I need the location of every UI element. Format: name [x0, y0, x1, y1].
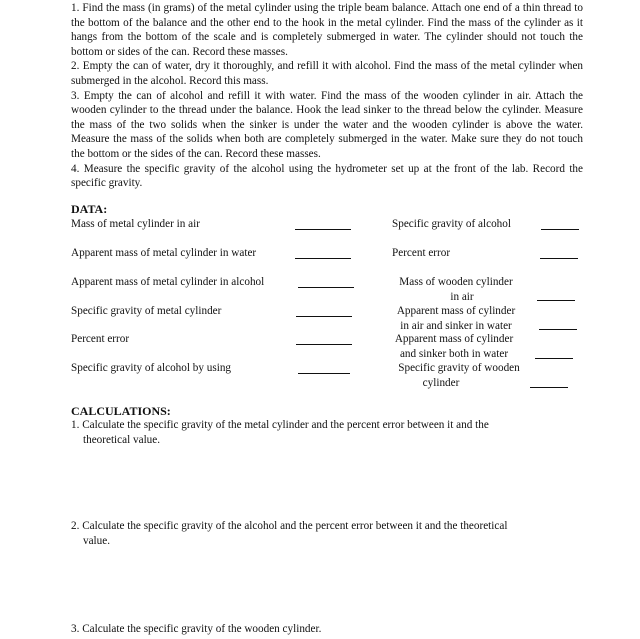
data-label-apparent-mass-water: Apparent mass of metal cylinder in water — [71, 247, 257, 259]
calc-question-1 — [71, 418, 571, 447]
blank-apparent-mass-alcohol[interactable] — [298, 287, 354, 288]
data-label-apparent-mass-both-water-line1: Apparent mass of cylinder — [394, 333, 514, 345]
data-label-mass-metal-air: Mass of metal cylinder in air — [71, 218, 200, 230]
data-label-apparent-mass-both-water — [374, 332, 534, 361]
data-label-sg-metal: Specific gravity of metal cylinder — [71, 305, 222, 317]
data-label-apparent-mass-sinker-water — [376, 304, 536, 333]
blank-mass-metal-air[interactable] — [295, 229, 351, 230]
data-label-sg-wooden-line2: cylinder — [422, 376, 460, 389]
blank-apparent-mass-water[interactable] — [295, 258, 351, 259]
data-label-apparent-mass-sinker-water-line2: in air and sinker in water — [400, 319, 512, 332]
data-label-apparent-mass-sinker-water-line1: Apparent mass of cylinder — [396, 305, 516, 317]
data-label-sg-wooden-line1: Specific gravity of wooden — [398, 362, 520, 374]
data-label-apparent-mass-alcohol: Apparent mass of metal cylinder in alcohol — [71, 276, 265, 288]
data-label-sg-alcohol-using: Specific gravity of alcohol by using — [71, 362, 232, 374]
calc-question-2-line2: value. — [83, 534, 111, 547]
blank-apparent-mass-sinker-water[interactable] — [539, 329, 577, 330]
data-label-percent-error-left: Percent error — [71, 333, 130, 345]
data-heading: DATA: — [71, 202, 108, 216]
calc-question-1-line2: theoretical value. — [83, 433, 161, 446]
data-label-sg-alcohol: Specific gravity of alcohol — [392, 218, 511, 230]
procedure-step-1: 1. Find the mass (in grams) of the metal cylinder using the triple beam balance. Attach one end of a thin thread to the bottom of the balance and the other end to the hook in the metal cylinder. Find the mass of the cylinder as it hangs from the bottom of the scale and is completely submerged in water. The cylinder should not touch the bottom or sides of the can. Record these masses. — [71, 2, 583, 58]
blank-percent-error-right[interactable] — [540, 258, 578, 259]
blank-apparent-mass-both-water[interactable] — [535, 358, 573, 359]
data-label-percent-error-right: Percent error — [392, 247, 451, 259]
blank-mass-wooden-air[interactable] — [537, 300, 575, 301]
data-label-mass-wooden-air-line1: Mass of wooden cylinder — [399, 276, 513, 288]
calc-question-3-line1: 3. Calculate the specific gravity of the wooden cylinder. — [71, 623, 322, 635]
calculations-heading: CALCULATIONS: — [71, 404, 171, 418]
calc-question-3 — [71, 622, 571, 637]
calc-question-1-line1: 1. Calculate the specific gravity of the metal cylinder and the percent error between it and the — [71, 419, 489, 431]
blank-percent-error-left[interactable] — [296, 344, 352, 345]
procedure-step-4: 4. Measure the specific gravity of the alcohol using the hydrometer set up at the front of the lab. Record the specific gravity. — [71, 162, 583, 190]
data-label-sg-wooden — [379, 361, 539, 390]
blank-sg-wooden[interactable] — [530, 387, 568, 388]
procedure-step-2: 2. Empty the can of water, dry it thoroughly, and refill it with alcohol. Find the mass of the metal cylinder when submerged in the alcohol. Record this mass. — [71, 60, 583, 87]
data-label-mass-wooden-air — [376, 275, 536, 304]
procedure-step-3: 3. Empty the can of alcohol and refill it with water. Find the mass of the wooden cylinder in air. Attach the wooden cylinder to the thread under the balance. Hook the lead sinker to the thread below the cylinder. Measure the mass of the two solids when the sinker is under the water and the wooden cylinder is above the water. Measure the mass of the solids when both are completely submerged in the water. Make sure they do not touch the bottom or the sides of the can. Record these masses. — [71, 89, 583, 160]
blank-sg-metal[interactable] — [296, 316, 352, 317]
blank-sg-alcohol-using[interactable] — [298, 373, 350, 374]
calc-question-2-line1: 2. Calculate the specific gravity of the alcohol and the percent error between it and the theoretical — [71, 520, 508, 532]
data-label-mass-wooden-air-line2: in air — [450, 290, 474, 303]
data-label-apparent-mass-both-water-line2: and sinker both in water — [399, 347, 509, 360]
procedure-steps — [71, 1, 583, 191]
calc-question-2 — [71, 519, 571, 548]
blank-sg-alcohol[interactable] — [541, 229, 579, 230]
